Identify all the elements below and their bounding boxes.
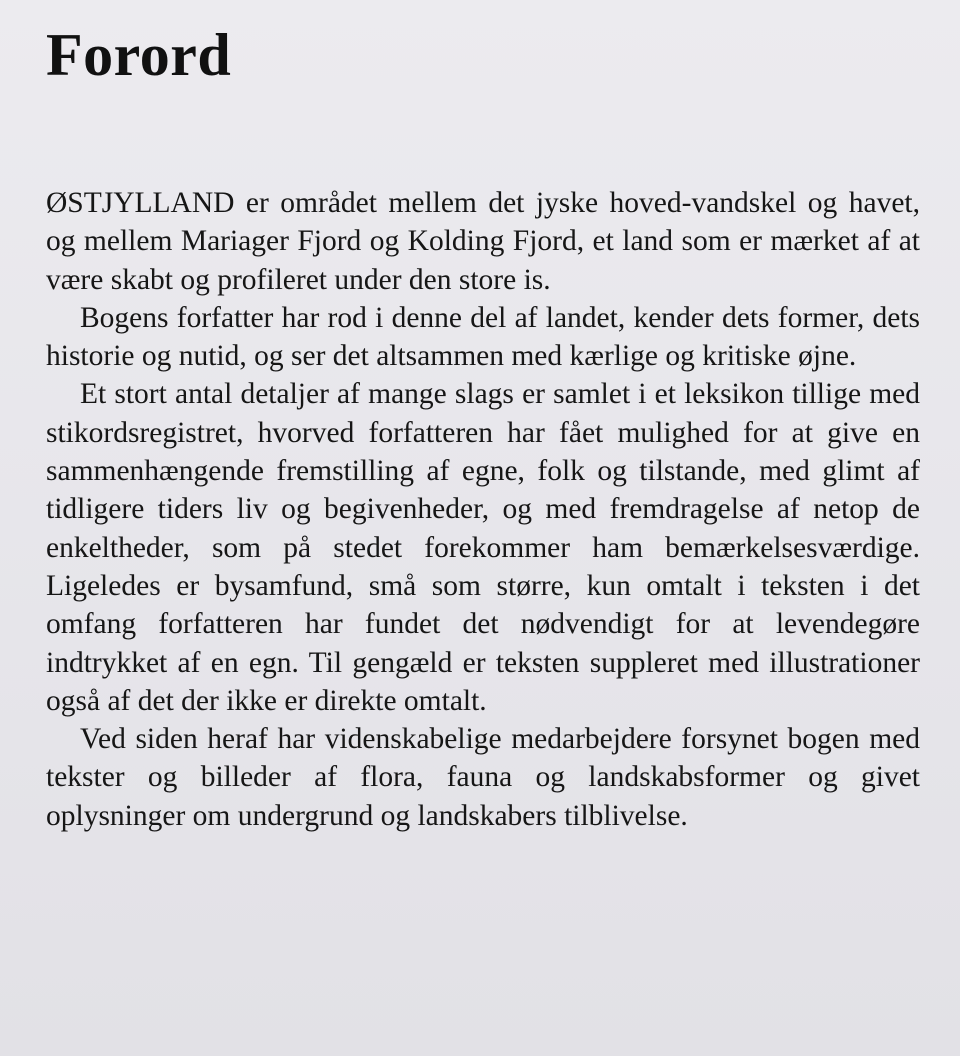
paragraph-2: Bogens forfatter har rod i denne del af landet, kender dets former, dets historie og nutid, og ser det altsammen med kærlige og kritiske øjne. — [46, 301, 920, 373]
paragraph-3: Et stort antal detaljer af mange slags er samlet i et leksikon tillige med stikordsregistret, hvorved forfatteren har fået mulighed for at give en sammenhængende fremstilling af egne, folk og tilstande, med glimt af tidligere tiders liv og begivenheder, og med fremdragelse af netop de enkeltheder, som på stedet forekommer ham bemærkelsesværdige. Ligeledes er bysamfund, små som større, kun omtalt i teksten i det omfang forfatteren har fundet det nødvendigt for at levendegøre indtrykket af en egn. Til gengæld er teksten suppleret med illustrationer også af det der ikke er direkte omtalt. — [46, 378, 920, 717]
foreword-text — [46, 184, 920, 835]
page-title: Forord — [46, 22, 232, 88]
paragraph-4: Ved siden heraf har videnskabelige medarbejdere forsynet bogen med tekster og billeder af flora, fauna og landskabsformer og givet oplysninger om undergrund og landskabers tilblivelse. — [46, 723, 920, 832]
paragraph-1: ØSTJYLLAND er området mellem det jyske hoved-vandskel og havet, og mellem Mariager Fjord og Kolding Fjord, et land som er mærket af at være skabt og profileret under den store is. — [46, 187, 920, 296]
